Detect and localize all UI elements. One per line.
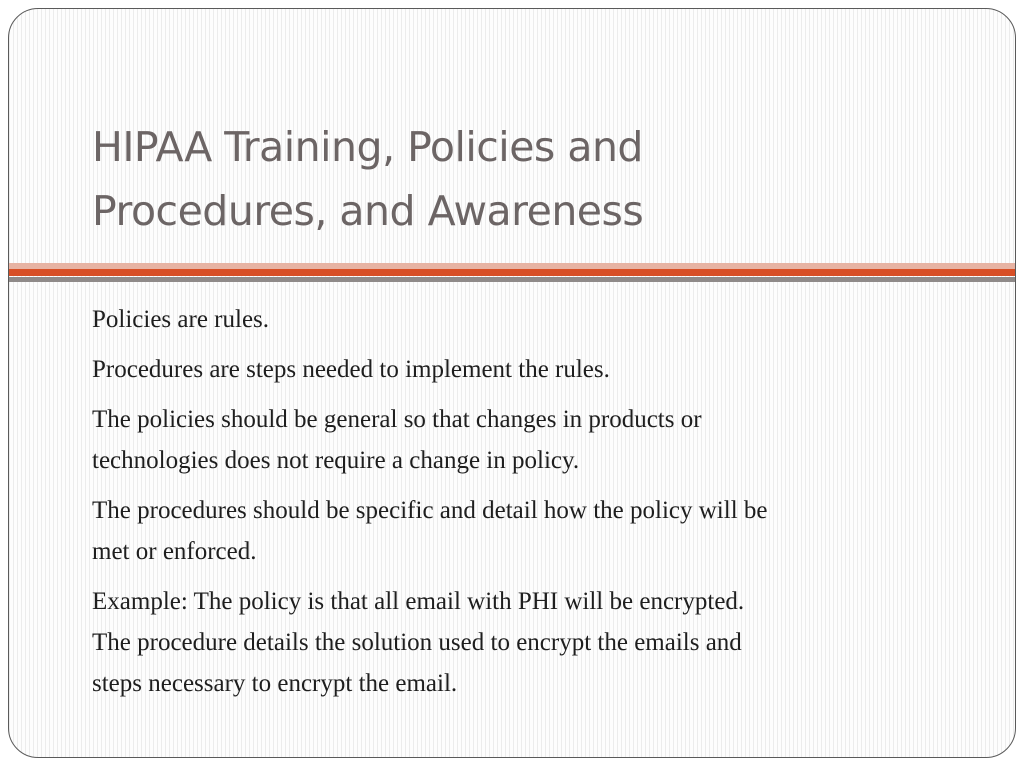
body-item-specific-procedures	[92, 490, 952, 572]
body-item-line: The procedures should be specific and detail how the policy will be	[92, 497, 768, 524]
title-divider-accent	[9, 269, 1015, 276]
slide-body-list	[92, 299, 952, 713]
body-item-line: Procedures are steps needed to implement the rules.	[92, 356, 610, 383]
body-item-line: steps necessary to encrypt the email.	[92, 670, 458, 697]
slide-title-line-2: Procedures, and Awareness	[92, 187, 644, 235]
body-item-line: The procedure details the solution used to encrypt the emails and	[92, 629, 742, 656]
body-item-policies	[92, 299, 952, 340]
slide	[8, 8, 1016, 758]
body-item-example	[92, 581, 952, 704]
body-item-general-policies	[92, 399, 952, 481]
title-divider-gray	[9, 277, 1015, 282]
slide-title	[92, 115, 972, 243]
body-item-line: Policies are rules.	[92, 306, 270, 333]
body-item-line: met or enforced.	[92, 538, 257, 565]
body-item-procedures	[92, 349, 952, 390]
body-item-line: Example: The policy is that all email with PHI will be encrypted.	[92, 588, 745, 615]
body-item-line: The policies should be general so that changes in products or	[92, 406, 702, 433]
slide-title-line-1: HIPAA Training, Policies and	[92, 123, 643, 171]
body-item-line: technologies does not require a change in policy.	[92, 447, 580, 474]
